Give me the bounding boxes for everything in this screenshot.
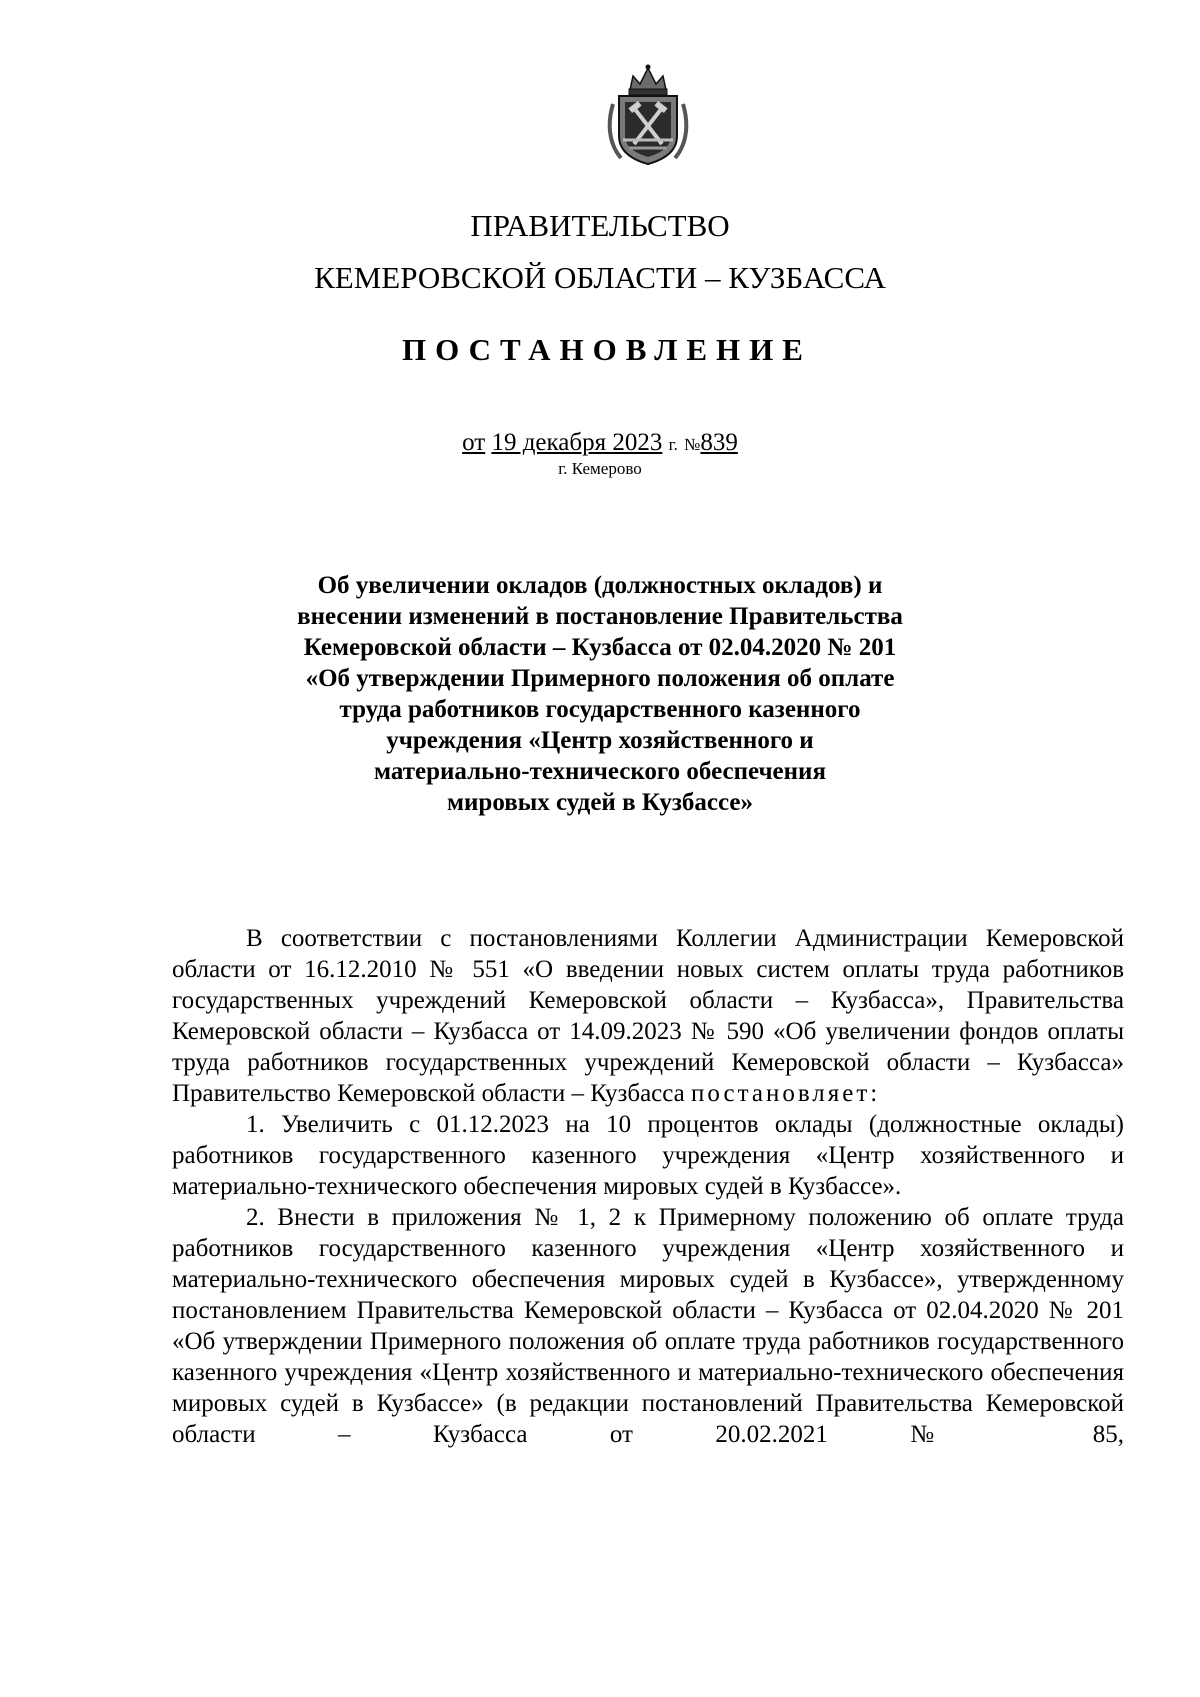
item-1-paragraph: 1. Увеличить с 01.12.2023 на 10 процентов оклады (должностные оклады) работников государственного казенного учреждения «Центр хозяйственного и материально-технического обеспечения мировых судей в Кузбассе».: [172, 1111, 1124, 1200]
date-prefix: от: [462, 429, 486, 456]
org-name-line-2: КЕМЕРОВСКОЙ ОБЛАСТИ – КУЗБАССА: [314, 260, 886, 295]
title-line: труда работников государственного казенного: [339, 696, 861, 723]
document-date: 19 декабря 2023: [491, 429, 663, 456]
number-sign: №: [684, 435, 701, 454]
document-title: [0, 570, 1200, 818]
preamble-text: В соответствии с постановлениями Коллегии Администрации Кемеровской области от 16.12.2010 № 551 «О введении новых систем оплаты труда работников государственных учреждений Кемеровской области – Кузбасса», Правительства Кемеровской области – Кузбасса от 14.09.2023 № 590 «Об увеличении фондов оплаты труда работников государственных учреждений Кемеровской области – Кузбасса» Правительство Кемеровской области – Кузбасса: [172, 925, 1124, 1107]
title-line: Об увеличении окладов (должностных окладов) и: [317, 572, 883, 599]
coat-of-arms-icon: [605, 60, 691, 168]
document-number: 839: [700, 429, 738, 456]
title-line: материально-технического обеспечения: [373, 758, 826, 785]
title-line: «Об утверждении Примерного положения об оплате: [305, 665, 895, 692]
title-line: учреждения «Центр хозяйственного и: [386, 727, 814, 754]
document-type-title: ПОСТАНОВЛЕНИЕ: [402, 332, 812, 367]
title-line: Кемеровской области – Кузбасса от 02.04.2020 № 201: [303, 634, 897, 661]
date-number-line: [0, 428, 1200, 460]
resolves-word: постановляет:: [691, 1080, 881, 1107]
title-line: мировых судей в Кузбассе»: [447, 789, 753, 816]
document-body: [172, 923, 1124, 1450]
org-name-line-1: ПРАВИТЕЛЬСТВО: [470, 208, 730, 243]
document-city: г. Кемерово: [558, 459, 642, 478]
title-line: внесении изменений в постановление Правительства: [297, 603, 903, 630]
preamble-paragraph: [172, 923, 1124, 1109]
item-2-paragraph: 2. Внести в приложения № 1, 2 к Примерному положению об оплате труда работников государственного казенного учреждения «Центр хозяйственного и материально-технического обеспечения мировых судей в Кузбассе», утвержденному постановлением Правительства Кемеровской области – Кузбасса от 02.04.2020 № 201 «Об утверждении Примерного положения об оплате труда работников государственного казенного учреждения «Центр хозяйственного и материально-технического обеспечения мировых судей в Кузбассе» (в редакции постановлений Правительства Кемеровской области – Кузбасса от 20.02.2021 № 85,: [172, 1204, 1124, 1448]
year-suffix: г.: [668, 435, 678, 454]
